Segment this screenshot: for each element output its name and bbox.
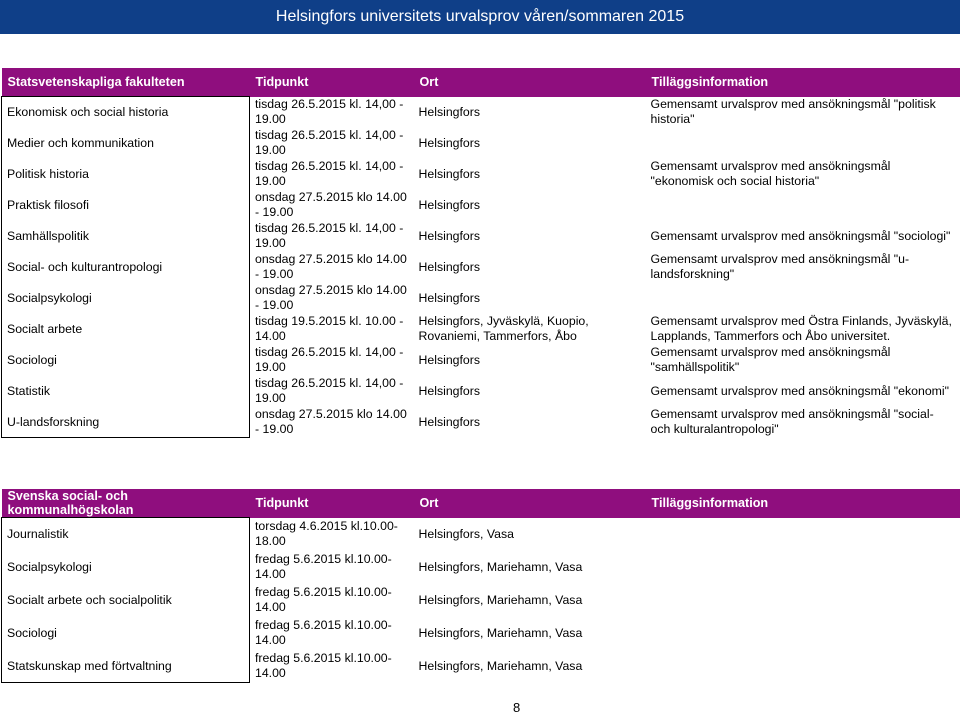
time-cell: fredag 5.6.2015 kl.10.00- 14.00: [255, 585, 392, 614]
time-cell: fredag 5.6.2015 kl.10.00- 14.00: [255, 651, 392, 680]
table-row: [2, 617, 960, 650]
time-cell: tisdag 26.5.2015 kl. 14,00 - 19.00: [255, 345, 404, 374]
header-place: Ort: [414, 68, 646, 97]
header-place: Ort: [414, 489, 646, 518]
time-cell: tisdag 26.5.2015 kl. 14,00 - 19.00: [255, 97, 404, 126]
table-row: [2, 407, 960, 438]
place-cell: Helsingfors, Mariehamn, Vasa: [418, 560, 583, 574]
faculty-table-statsvetenskapliga: [1, 68, 960, 438]
time-cell: torsdag 4.6.2015 kl.10.00- 18.00: [255, 519, 398, 548]
header-info: Tilläggsinformation: [646, 489, 960, 518]
table-header-row: [2, 68, 960, 97]
subject-cell: Praktisk filosofi: [2, 190, 250, 221]
subject-cell: Samhällspolitik: [2, 221, 250, 252]
header-time: Tidpunkt: [250, 68, 414, 97]
place-cell: Helsingfors: [418, 353, 481, 367]
place-cell: Helsingfors: [418, 229, 481, 243]
place-cell: Helsingfors: [418, 105, 481, 119]
info-cell: Gemensamt urvalsprov med ansökningsmål "ekonomisk och social historia": [650, 159, 891, 188]
subject-cell: Sociologi: [2, 345, 250, 376]
info-cell: [646, 584, 960, 617]
subject-cell: Socialpsykologi: [2, 283, 250, 314]
table-row: [2, 650, 960, 683]
header-time: Tidpunkt: [250, 489, 414, 518]
subject-cell: Statistik: [2, 376, 250, 407]
time-cell: tisdag 19.5.2015 kl. 10.00 - 14.00: [255, 314, 404, 343]
info-cell: [646, 617, 960, 650]
table-row: [2, 190, 960, 221]
table-row: [2, 314, 960, 345]
time-cell: tisdag 26.5.2015 kl. 14,00 - 19.00: [255, 376, 404, 405]
subject-cell: Ekonomisk och social historia: [2, 97, 250, 128]
place-cell: Helsingfors: [418, 198, 481, 212]
info-cell: [646, 551, 960, 584]
time-cell: onsdag 27.5.2015 klo 14.00 - 19.00: [255, 283, 407, 312]
subject-cell: Politisk historia: [2, 159, 250, 190]
subject-cell: U-landsforskning: [2, 407, 250, 438]
page-number: 8: [513, 700, 521, 715]
time-cell: tisdag 26.5.2015 kl. 14,00 - 19.00: [255, 128, 404, 157]
table-header-row: [2, 489, 960, 518]
subject-cell: Socialt arbete: [2, 314, 250, 345]
place-cell: Helsingfors: [418, 260, 481, 274]
time-cell: onsdag 27.5.2015 klo 14.00 - 19.00: [255, 190, 407, 219]
time-cell: tisdag 26.5.2015 kl. 14,00 - 19.00: [255, 221, 404, 250]
table-row: [2, 252, 960, 283]
info-cell: [646, 283, 960, 314]
faculty-table-svenska-social: [1, 489, 960, 683]
info-cell: Gemensamt urvalsprov med Östra Finlands, Jyväskylä, Lapplands, Tammerfors och Åbo universitet.: [650, 314, 952, 343]
place-cell: Helsingfors, Jyväskylä, Kuopio, Rovaniemi, Tammerfors, Åbo: [418, 314, 589, 343]
header-faculty: Svenska social- och kommunalhögskolan: [2, 489, 250, 518]
subject-cell: Medier och kommunikation: [2, 128, 250, 159]
info-cell: [646, 128, 960, 159]
table-row: [2, 376, 960, 407]
info-cell: Gemensamt urvalsprov med ansökningsmål "samhällspolitik": [650, 345, 891, 374]
subject-cell: Socialt arbete och socialpolitik: [2, 584, 250, 617]
info-cell: Gemensamt urvalsprov med ansökningsmål "ekonomi": [650, 383, 950, 398]
table-row: [2, 221, 960, 252]
info-cell: [646, 190, 960, 221]
time-cell: fredag 5.6.2015 kl.10.00- 14.00: [255, 552, 392, 581]
place-cell: Helsingfors, Vasa: [418, 527, 514, 541]
subject-cell: Statskunskap med förtvaltning: [2, 650, 250, 683]
place-cell: Helsingfors: [418, 136, 481, 150]
place-cell: Helsingfors: [418, 384, 481, 398]
time-cell: onsdag 27.5.2015 klo 14.00 - 19.00: [255, 252, 407, 281]
info-cell: Gemensamt urvalsprov med ansökningsmål "social- och kulturalantropologi": [650, 407, 934, 436]
subject-cell: Sociologi: [2, 617, 250, 650]
table-row: [2, 159, 960, 190]
subject-cell: Social- och kulturantropologi: [2, 252, 250, 283]
time-cell: tisdag 26.5.2015 kl. 14,00 - 19.00: [255, 159, 404, 188]
table-row: [2, 97, 960, 128]
time-cell: fredag 5.6.2015 kl.10.00- 14.00: [255, 618, 392, 647]
table-row: [2, 283, 960, 314]
header-faculty: Statsvetenskapliga fakulteten: [2, 68, 250, 97]
table-row: [2, 584, 960, 617]
place-cell: Helsingfors: [418, 415, 481, 429]
info-cell: [646, 518, 960, 551]
info-cell: Gemensamt urvalsprov med ansökningsmål "sociologi": [650, 228, 951, 243]
info-cell: [646, 650, 960, 683]
table-row: [2, 551, 960, 584]
subject-cell: Socialpsykologi: [2, 551, 250, 584]
place-cell: Helsingfors, Mariehamn, Vasa: [418, 659, 583, 673]
place-cell: Helsingfors: [418, 167, 481, 181]
info-cell: Gemensamt urvalsprov med ansökningsmål "politisk historia": [650, 97, 936, 126]
place-cell: Helsingfors, Mariehamn, Vasa: [418, 593, 583, 607]
place-cell: Helsingfors: [418, 291, 481, 305]
table-row: [2, 518, 960, 551]
table-row: [2, 345, 960, 376]
time-cell: onsdag 27.5.2015 klo 14.00 - 19.00: [255, 407, 407, 436]
place-cell: Helsingfors, Mariehamn, Vasa: [418, 626, 583, 640]
subject-cell: Journalistik: [2, 518, 250, 551]
page-title: Helsingfors universitets urvalsprov våren/sommaren 2015: [0, 0, 960, 34]
header-info: Tilläggsinformation: [646, 68, 960, 97]
info-cell: Gemensamt urvalsprov med ansökningsmål "u-landsforskning": [650, 252, 910, 281]
table-row: [2, 128, 960, 159]
